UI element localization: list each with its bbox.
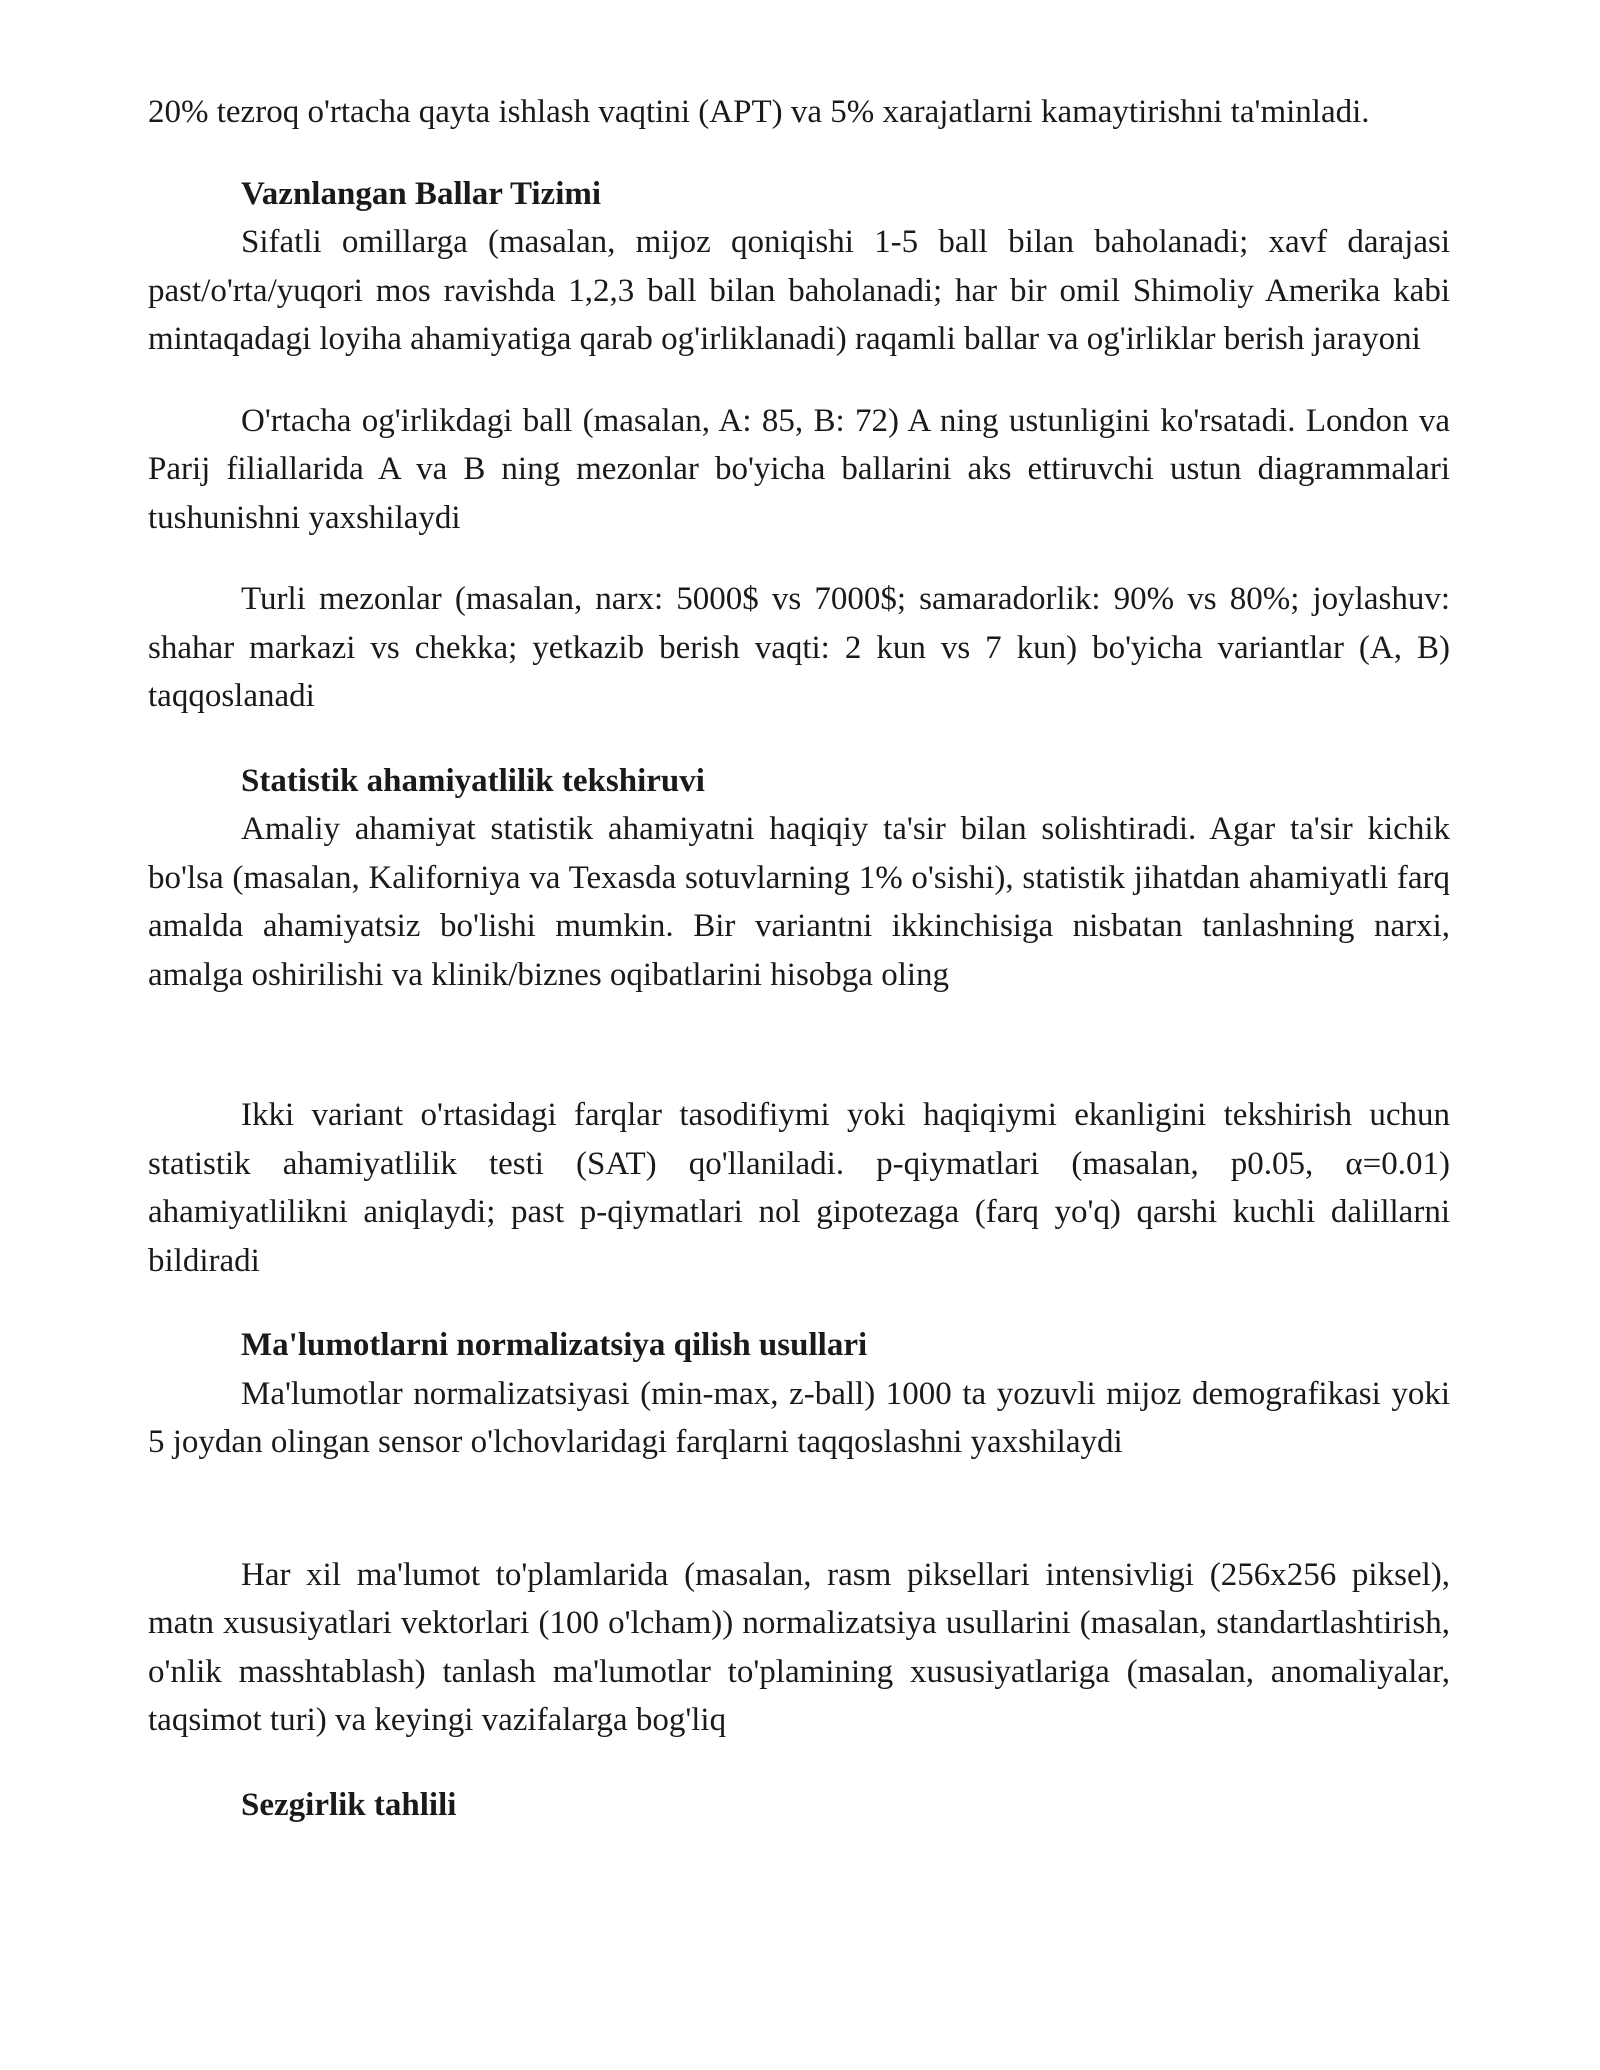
heading-normalization-methods: Ma'lumotlarni normalizatsiya qilish usullari (241, 1327, 868, 1363)
document-body (148, 88, 1450, 1829)
heading-sensitivity-analysis: Sezgirlik tahlili (241, 1786, 457, 1823)
heading-statistical-significance: Statistik ahamiyatlilik tekshiruvi (241, 762, 705, 799)
paragraph-criteria-comparison: Turli mezonlar (masalan, narx: 5000$ vs 7000$; samaradorlik: 90% vs 80%; joylashuv: shahar markazi vs chekka; yetkazib berish vaqti: 2 kun vs 7 kun) bo'yicha variantlar (A, B) taqqoslanadi (148, 581, 1450, 714)
paragraph-normalization-choice: Har xil ma'lumot to'plamlarida (masalan, rasm piksellari intensivligi (256x256 piksel), matn xususiyatlari vektorlari (100 o'lcham)) normalizatsiya usullarini (masalan, standartlashtirish, o'nlik masshtablash) tanlash ma'lumotlar to'plamining xususiyatlariga (masalan, anomaliyalar, taqsimot turi) va keyingi vazifalarga bog'liq (148, 1556, 1450, 1738)
paragraph-normalization: Ma'lumotlar normalizatsiyasi (min-max, z-ball) 1000 ta yozuvli mijoz demografikasi yoki 5 joydan olingan sensor o'lchovlaridagi farqlarni taqqoslashni yaxshilaydi (148, 1375, 1450, 1460)
paragraph-practical-significance: Amaliy ahamiyat statistik ahamiyatni haqiqiy ta'sir bilan solishtiradi. Agar ta'sir kichik bo'lsa (masalan, Kaliforniya va Texasda sotuvlarning 1% o'sishi), statistik jihatdan ahamiyatli farq amalda ahamiyatsiz bo'lishi mumkin. Bir variantni ikkinchisiga nisbatan tanlashning narxi, amalga oshirilishi va klinik/biznes oqibatlarini hisobga oling (148, 811, 1450, 993)
paragraph-average-score: O'rtacha og'irlikdagi ball (masalan, A: 85, B: 72) A ning ustunligini ko'rsatadi. London va Parij filiallarida A va B ning mezonlar bo'yicha ballarini aks ettiruvchi ustun diagrammalari tushunishni yaxshilaydi (148, 402, 1450, 536)
paragraph-apt-result: 20% tezroq o'rtacha qayta ishlash vaqtini (APT) va 5% xarajatlarni kamaytirishni ta'minladi. (148, 94, 1370, 130)
paragraph-significance-test: Ikki variant o'rtasidagi farqlar tasodifiymi yoki haqiqiymi ekanligini tekshirish uchun statistik ahamiyatlilik testi (SAT) qo'llaniladi. p-qiymatlari (masalan, p0.05, α=0.01) ahamiyatlilikni aniqlaydi; past p-qiymatlari nol gipotezaga (farq yo'q) qarshi kuchli dalillarni bildiradi (148, 1097, 1450, 1279)
paragraph-weighted-scoring: Sifatli omillarga (masalan, mijoz qoniqishi 1-5 ball bilan baholanadi; xavf darajasi past/o'rta/yuqori mos ravishda 1,2,3 ball bilan baholanadi; har bir omil Shimoliy Amerika kabi mintaqadagi loyiha ahamiyatiga qarab og'irliklanadi) raqamli ballar va og'irliklar berish jarayoni (148, 224, 1450, 357)
heading-weighted-scoring: Vaznlangan Ballar Tizimi (241, 175, 602, 212)
